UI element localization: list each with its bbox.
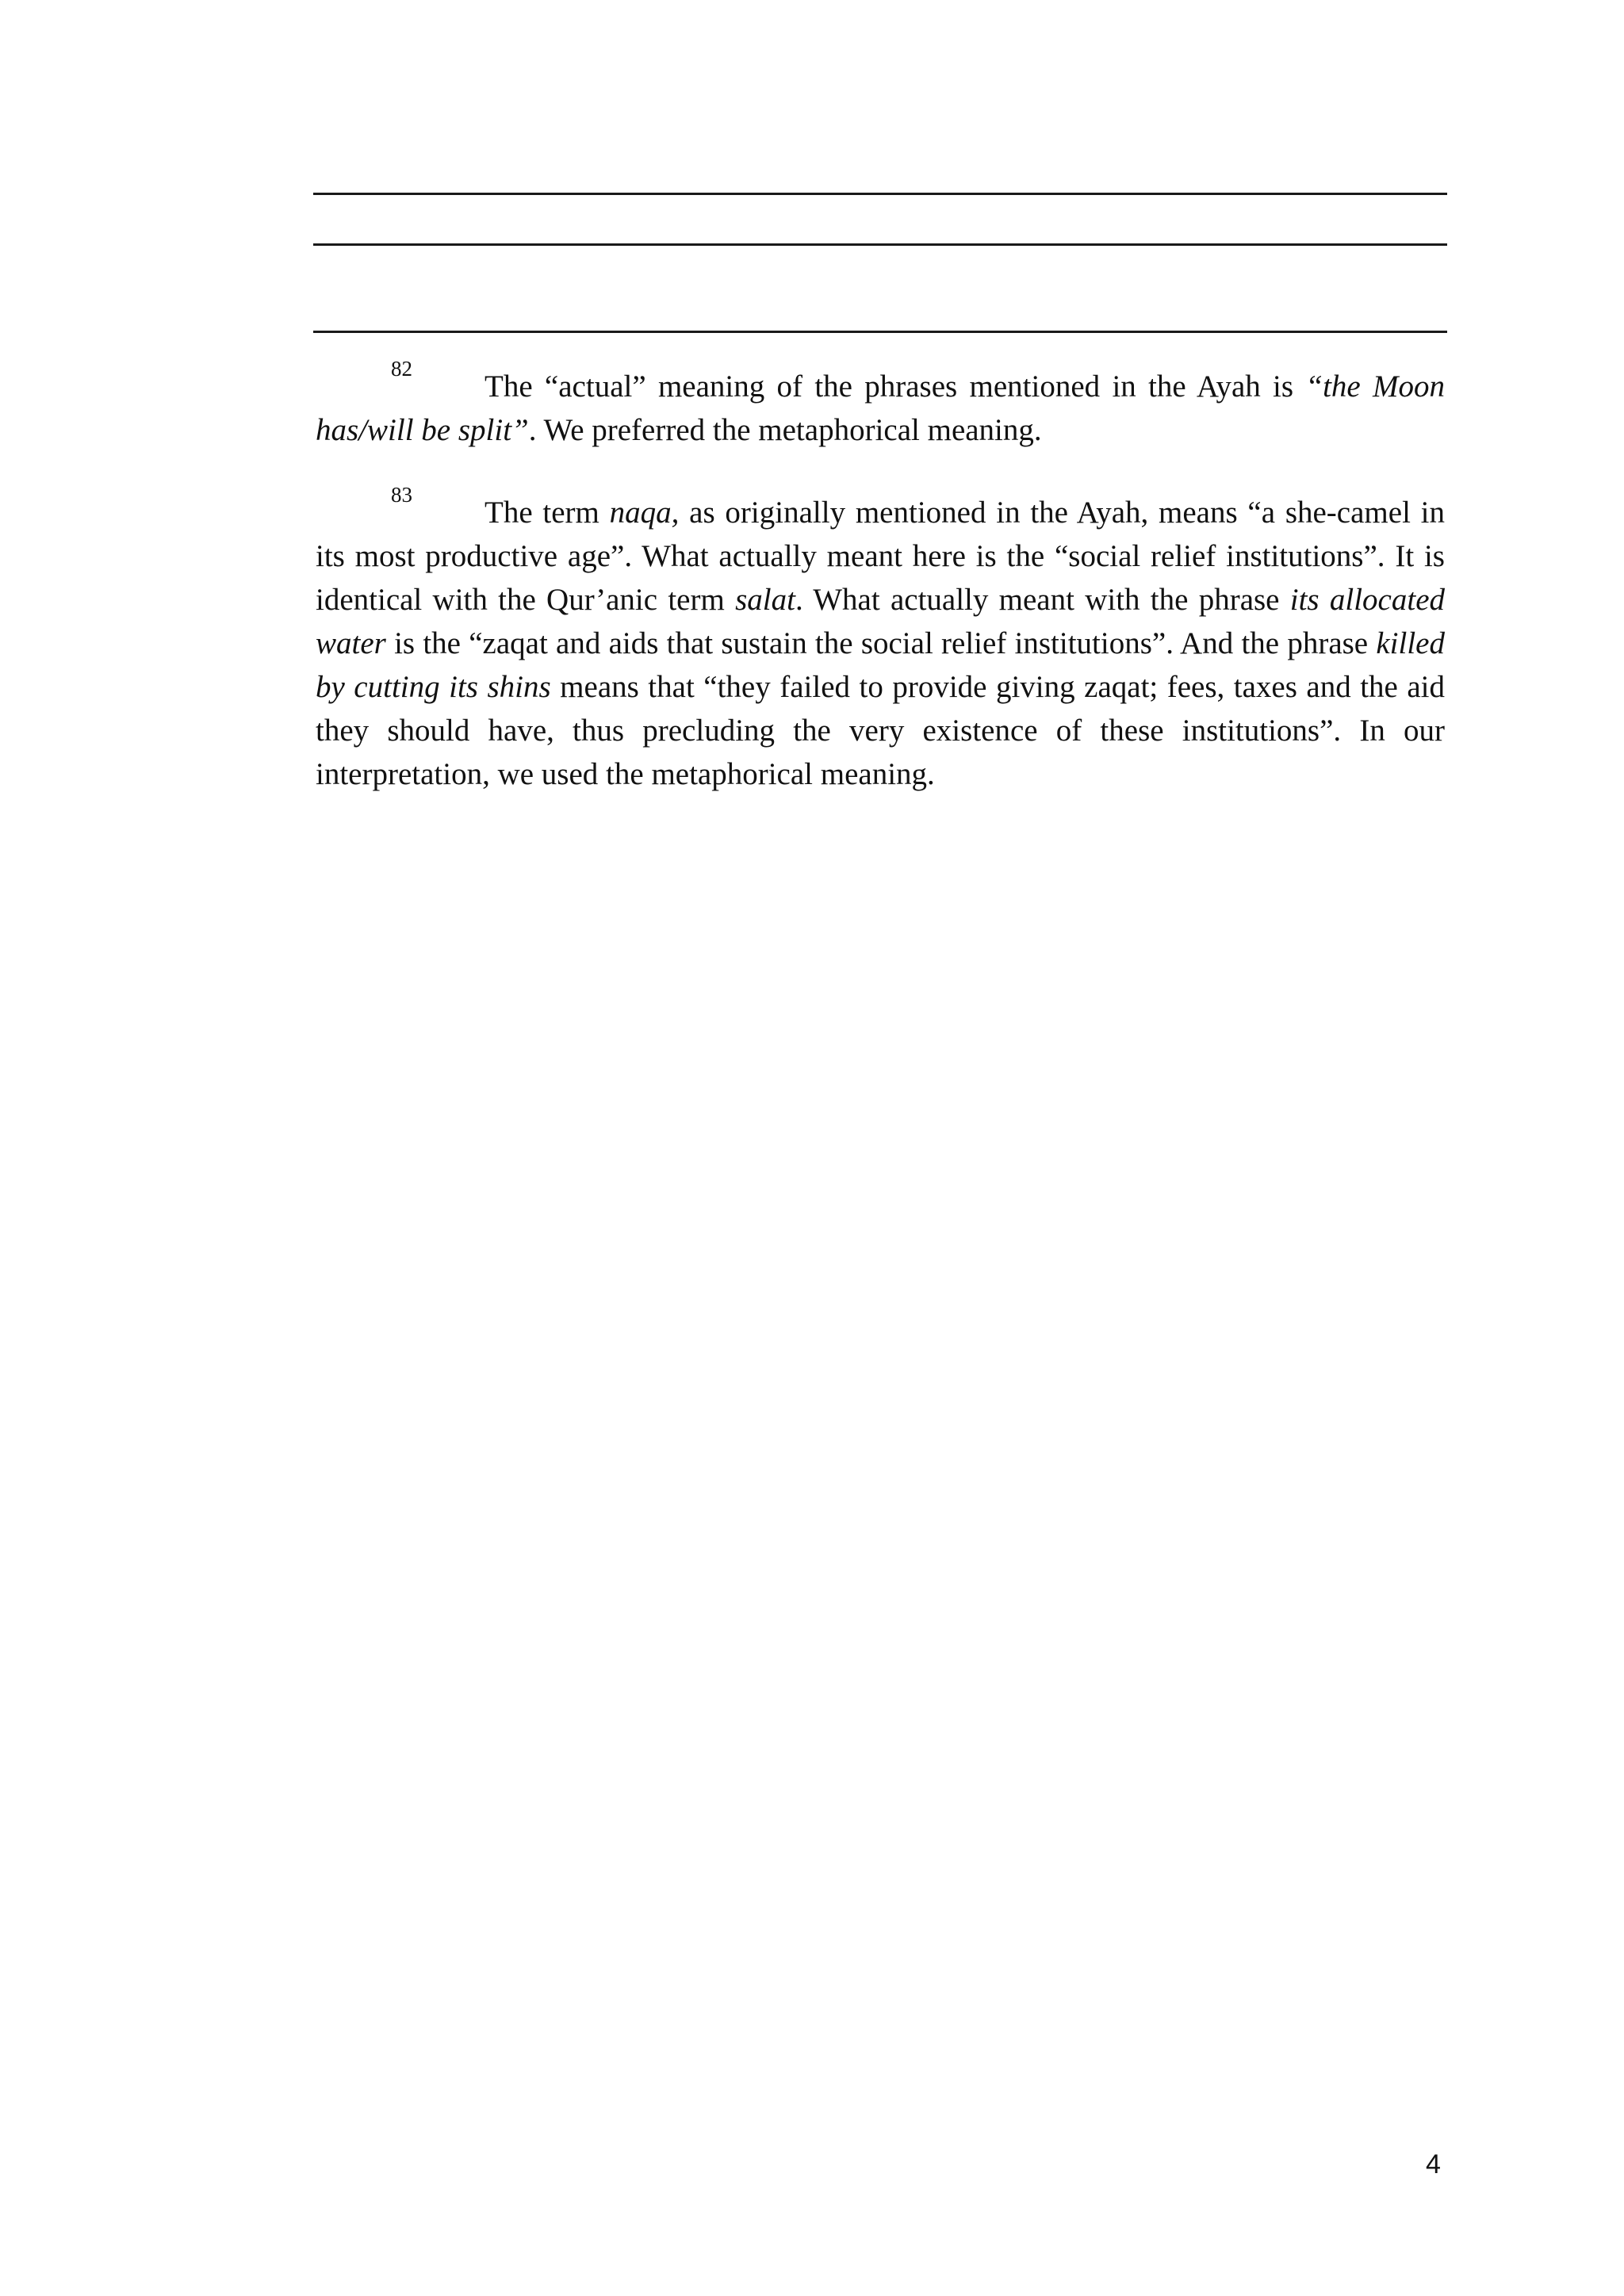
- footnote-83: [316, 483, 1446, 796]
- footnote-text: is the “zaqat and aids that sustain the social relief institutions”. And the phrase: [385, 626, 1377, 660]
- footnote-text: as originally mentioned in the Ayah, means “a she-camel in its most productive age”. What actually meant here is the “social relief institutions”. It is identical with the Qur’anic term: [316, 496, 1446, 617]
- footnote-text: means that “they failed to provide giving zaqat; fees, taxes and the aid they should have, thus precluding the very existence of these institutions”. In our interpretation, we used the metaphorical meaning.: [316, 670, 1446, 791]
- footnote-italic-text: “the Moon has/will be split”: [316, 369, 1445, 447]
- separator-line-2: [313, 243, 1447, 246]
- footnote-number: 83: [391, 483, 412, 507]
- separator-line-3: [313, 331, 1447, 333]
- footnote-text: . What actually meant with the phrase: [795, 583, 1290, 617]
- footnote-82: [316, 357, 1445, 452]
- footnotes: [316, 357, 1446, 835]
- footnote-text: . We preferred the metaphorical meaning.: [528, 413, 1042, 447]
- footnote-text: The “actual” meaning of the phrases mentioned in the Ayah is: [485, 369, 1306, 404]
- footnote-italic-text: killed by cutting its shins: [316, 626, 1445, 704]
- footnote-text: The term: [485, 496, 610, 530]
- footnote-italic-text: its allocated water: [316, 583, 1446, 660]
- footnote-italic-text: naqa,: [609, 496, 680, 530]
- footnote-italic-text: salat: [735, 583, 795, 617]
- footnote-number: 82: [391, 357, 412, 381]
- separator-line-1: [313, 193, 1447, 195]
- page-number: 4: [1426, 2149, 1441, 2179]
